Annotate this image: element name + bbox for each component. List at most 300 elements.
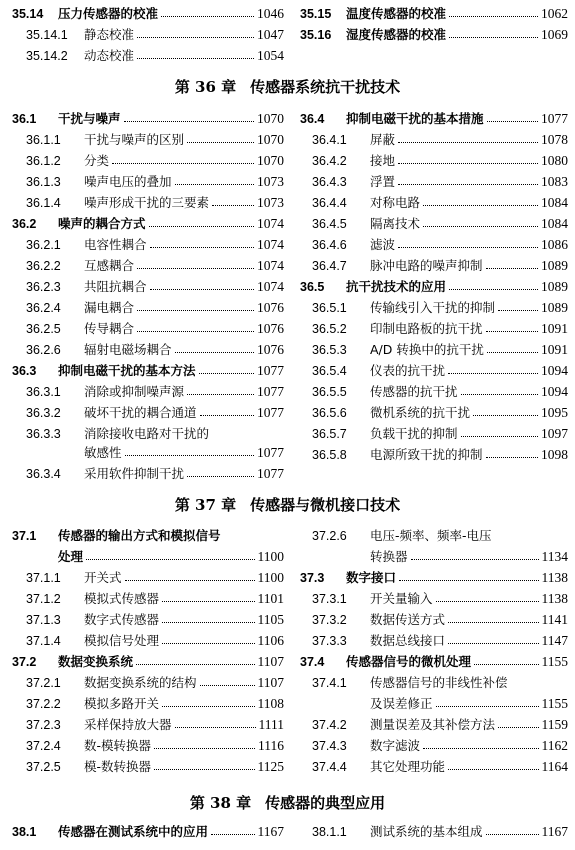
entry-number: 36.4.4	[312, 196, 347, 210]
leader-dots	[154, 769, 254, 770]
toc-entry[interactable]	[312, 172, 568, 192]
leader-dots	[162, 622, 254, 623]
toc-entry[interactable]	[26, 130, 284, 150]
entry-number: 36.4.6	[312, 238, 347, 252]
entry-page: 1076	[257, 321, 284, 336]
toc-entry-continued[interactable]	[58, 547, 284, 567]
toc-entry[interactable]	[26, 464, 284, 484]
toc-entry[interactable]	[312, 256, 568, 276]
toc-entry[interactable]	[300, 568, 568, 588]
toc-entry[interactable]	[312, 445, 568, 465]
leader-dots	[149, 226, 254, 227]
entry-number: 36.1	[12, 112, 37, 126]
toc-entry[interactable]	[26, 298, 284, 318]
entry-title: 接地	[370, 153, 396, 168]
entry-number: 35.14.1	[26, 28, 68, 42]
entry-title: 压力传感器的校准	[58, 6, 159, 21]
entry-page: 1094	[541, 384, 568, 399]
toc-entry[interactable]	[26, 424, 284, 444]
leader-dots	[487, 352, 538, 353]
leader-dots	[200, 685, 255, 686]
leader-dots	[137, 310, 254, 311]
entry-number: 37.2.3	[26, 718, 61, 732]
entry-number: 37.4.1	[312, 676, 347, 690]
entry-number: 36.4.5	[312, 217, 347, 231]
chapter-number: 第 37 章	[174, 496, 237, 514]
toc-entry[interactable]	[26, 319, 284, 339]
toc-entry[interactable]	[300, 109, 568, 129]
entry-number: 36.5.6	[312, 406, 347, 420]
entry-number: 37.4	[300, 655, 325, 669]
entry-number: 36.4	[300, 112, 325, 126]
entry-number: 36.1.3	[26, 175, 61, 189]
entry-number: 36.3.4	[26, 467, 61, 481]
entry-number: 37.1.2	[26, 592, 61, 606]
entry-page: 1159	[541, 717, 568, 732]
entry-title: 传感器的输出方式和模拟信号	[58, 528, 221, 543]
toc-entry[interactable]	[26, 340, 284, 360]
entry-title: 传感器的抗干扰	[370, 384, 458, 399]
entry-number: 36.3.1	[26, 385, 61, 399]
entry-page: 1076	[257, 342, 284, 357]
entry-number: 36.2.3	[26, 280, 61, 294]
entry-title: 数据总线接口	[370, 633, 446, 648]
leader-dots	[461, 436, 538, 437]
leader-dots	[398, 142, 538, 143]
entry-number: 36.3.2	[26, 406, 61, 420]
entry-number: 35.16	[300, 28, 332, 42]
entry-title: 互感耦合	[84, 258, 135, 273]
entry-number: 36.1.2	[26, 154, 61, 168]
toc-entry[interactable]	[26, 757, 284, 777]
entry-page: 1074	[257, 279, 284, 294]
entry-page: 1107	[257, 654, 284, 669]
entry-title: 数据变换系统的结构	[84, 675, 197, 690]
entry-page: 1097	[541, 426, 568, 441]
entry-page: 1094	[541, 363, 568, 378]
entry-number: 37.2.6	[312, 529, 347, 543]
leader-dots	[398, 163, 538, 164]
entry-number: 38.1	[12, 825, 37, 839]
entry-title: 滤波	[370, 237, 396, 252]
toc-entry[interactable]	[26, 736, 284, 756]
entry-number: 35.15	[300, 7, 332, 21]
entry-page: 1086	[541, 237, 568, 252]
toc-entry[interactable]	[312, 340, 568, 360]
toc-entry[interactable]	[312, 424, 568, 444]
entry-page: 1167	[257, 824, 284, 839]
entry-number: 36.5.8	[312, 448, 347, 462]
entry-page: 1077	[257, 405, 284, 420]
entry-number: 37.4.2	[312, 718, 347, 732]
entry-page: 1054	[257, 48, 284, 63]
entry-page: 1077	[257, 466, 284, 481]
leader-dots	[436, 601, 539, 602]
entry-title: 噪声的耦合方式	[58, 216, 146, 231]
entry-title: 湿度传感器的校准	[346, 27, 447, 42]
entry-number: 37.3.2	[312, 613, 347, 627]
entry-title: 传输线引入干扰的抑制	[370, 300, 496, 315]
toc-entry[interactable]	[300, 652, 568, 672]
entry-page: 1106	[257, 633, 284, 648]
entry-page: 1105	[257, 612, 284, 627]
toc-entry[interactable]	[26, 382, 284, 402]
entry-page: 1076	[257, 300, 284, 315]
entry-page: 1155	[541, 696, 568, 711]
toc-entry[interactable]	[26, 694, 284, 714]
toc-entry[interactable]	[26, 25, 284, 45]
entry-title: 数字接口	[346, 570, 397, 585]
entry-number: 36.2.1	[26, 238, 61, 252]
toc-entry-continued[interactable]	[84, 443, 284, 463]
entry-title: 消除接收电路对干扰的	[84, 426, 210, 441]
entry-number: 36.4.7	[312, 259, 347, 273]
leader-dots	[423, 748, 538, 749]
toc-entry[interactable]	[300, 4, 568, 24]
entry-title: 抗干扰技术的应用	[346, 279, 447, 294]
toc-entry[interactable]	[312, 298, 568, 318]
entry-number: 37.4.3	[312, 739, 347, 753]
entry-title: 微机系统的抗干扰	[370, 405, 471, 420]
toc-entry[interactable]	[312, 214, 568, 234]
entry-title: 及误差修正	[370, 696, 433, 711]
entry-title: 模拟信号处理	[84, 633, 160, 648]
chapter-heading	[0, 494, 575, 515]
entry-page: 1100	[257, 570, 284, 585]
leader-dots	[423, 226, 538, 227]
entry-title: 动态校准	[84, 48, 135, 63]
leader-dots	[137, 37, 254, 38]
entry-page: 1141	[541, 612, 568, 627]
entry-page: 1138	[541, 591, 568, 606]
entry-page: 1125	[257, 759, 284, 774]
entry-page: 1089	[541, 300, 568, 315]
entry-title: 数据传送方式	[370, 612, 446, 627]
toc-entry[interactable]	[300, 25, 568, 45]
entry-page: 1147	[541, 633, 568, 648]
leader-dots	[448, 622, 538, 623]
entry-page: 1138	[541, 570, 568, 585]
leader-dots	[449, 37, 538, 38]
toc-entry[interactable]	[26, 256, 284, 276]
entry-page: 1077	[257, 384, 284, 399]
entry-title: 数字滤波	[370, 738, 421, 753]
entry-page: 1074	[257, 237, 284, 252]
entry-title: A/D 转换中的抗干扰	[370, 342, 484, 357]
entry-number: 36.1.4	[26, 196, 61, 210]
leader-dots	[498, 727, 538, 728]
leader-dots	[486, 834, 539, 835]
leader-dots	[486, 331, 538, 332]
entry-number: 36.5.3	[312, 343, 347, 357]
entry-number: 36.4.1	[312, 133, 347, 147]
toc-entry[interactable]	[26, 403, 284, 423]
toc-entry[interactable]	[26, 673, 284, 693]
entry-page: 1167	[541, 824, 568, 839]
leader-dots	[86, 559, 254, 560]
toc-entry[interactable]	[26, 172, 284, 192]
toc-entry[interactable]	[26, 568, 284, 588]
entry-title: 电源所致干扰的抑制	[370, 447, 483, 462]
leader-dots	[473, 415, 538, 416]
entry-number: 36.2.6	[26, 343, 61, 357]
entry-title: 噪声形成干扰的三要素	[84, 195, 210, 210]
toc-entry[interactable]	[312, 631, 568, 651]
entry-title: 测量误差及其补偿方法	[370, 717, 496, 732]
entry-page: 1162	[541, 738, 568, 753]
entry-number: 36.5.4	[312, 364, 347, 378]
chapter-title: 传感器系统抗干扰技术	[250, 78, 401, 96]
leader-dots	[448, 643, 538, 644]
entry-page: 1116	[258, 738, 284, 753]
entry-page: 1069	[541, 27, 568, 42]
leader-dots	[449, 289, 538, 290]
toc-entry[interactable]	[26, 46, 284, 66]
entry-title: 采样保持放大器	[84, 717, 172, 732]
entry-number: 37.1.4	[26, 634, 61, 648]
leader-dots	[211, 834, 254, 835]
entry-page: 1089	[541, 279, 568, 294]
entry-page: 1098	[541, 447, 568, 462]
entry-title: 数据变换系统	[58, 654, 134, 669]
entry-number: 36.5.7	[312, 427, 347, 441]
leader-dots	[125, 580, 255, 581]
leader-dots	[137, 268, 254, 269]
chapter-title: 传感器的典型应用	[265, 794, 386, 812]
entry-title: 干扰与噪声	[58, 111, 121, 126]
leader-dots	[199, 373, 254, 374]
entry-page: 1083	[541, 174, 568, 189]
toc-entry[interactable]	[312, 526, 568, 546]
toc-entry[interactable]	[12, 109, 284, 129]
entry-title: 处理	[58, 549, 84, 564]
leader-dots	[200, 415, 254, 416]
entry-page: 1077	[257, 445, 284, 460]
entry-page: 1047	[257, 27, 284, 42]
entry-number: 36.5.2	[312, 322, 347, 336]
entry-number: 36.4.2	[312, 154, 347, 168]
chapter-title: 传感器与微机接口技术	[250, 496, 401, 514]
entry-page: 1078	[541, 132, 568, 147]
toc-entry[interactable]	[312, 673, 568, 693]
toc-entry[interactable]	[312, 822, 568, 842]
toc-entry[interactable]	[12, 4, 284, 24]
leader-dots	[175, 727, 256, 728]
leader-dots	[474, 664, 538, 665]
leader-dots	[486, 457, 538, 458]
entry-title: 传导耦合	[84, 321, 135, 336]
entry-title: 电压-频率、频率-电压	[370, 528, 492, 543]
entry-title: 辐射电磁场耦合	[84, 342, 172, 357]
entry-page: 1155	[541, 654, 568, 669]
toc-entry[interactable]	[300, 277, 568, 297]
entry-page: 1070	[257, 153, 284, 168]
leader-dots	[161, 16, 254, 17]
entry-title: 消除或抑制噪声源	[84, 384, 185, 399]
toc-entry[interactable]	[26, 193, 284, 213]
entry-number: 36.5.1	[312, 301, 347, 315]
entry-page: 1070	[257, 111, 284, 126]
leader-dots	[124, 121, 254, 122]
toc-entry[interactable]	[312, 151, 568, 171]
toc-entry[interactable]	[12, 822, 284, 842]
leader-dots	[175, 184, 254, 185]
toc-entry[interactable]	[312, 193, 568, 213]
leader-dots	[448, 373, 538, 374]
entry-page: 1073	[257, 174, 284, 189]
entry-number: 37.4.4	[312, 760, 347, 774]
entry-number: 36.3.3	[26, 427, 61, 441]
entry-number: 36.2.2	[26, 259, 61, 273]
leader-dots	[136, 664, 254, 665]
toc-entry[interactable]	[12, 652, 284, 672]
entry-number: 37.2.2	[26, 697, 61, 711]
entry-title: 模拟式传感器	[84, 591, 160, 606]
leader-dots	[187, 142, 254, 143]
entry-title: 抑制电磁干扰的基本措施	[346, 111, 484, 126]
entry-title: 测试系统的基本组成	[370, 824, 483, 839]
entry-title: 静态校准	[84, 27, 135, 42]
entry-number: 37.1.1	[26, 571, 61, 585]
toc-entry[interactable]	[312, 589, 568, 609]
leader-dots	[125, 455, 254, 456]
leader-dots	[162, 601, 254, 602]
entry-page: 1091	[541, 342, 568, 357]
toc-entry[interactable]	[312, 757, 568, 777]
leader-dots	[162, 643, 254, 644]
leader-dots	[154, 748, 255, 749]
leader-dots	[187, 476, 254, 477]
entry-title: 负载干扰的抑制	[370, 426, 458, 441]
toc-entry[interactable]	[26, 631, 284, 651]
entry-title: 模-数转换器	[84, 759, 152, 774]
entry-number: 36.2.5	[26, 322, 61, 336]
entry-number: 35.14	[12, 7, 44, 21]
toc-entry[interactable]	[26, 151, 284, 171]
toc-entry[interactable]	[12, 361, 284, 381]
entry-page: 1084	[541, 195, 568, 210]
entry-title: 数字式传感器	[84, 612, 160, 627]
leader-dots	[212, 205, 254, 206]
entry-page: 1074	[257, 216, 284, 231]
entry-title: 开关量输入	[370, 591, 433, 606]
toc-entry[interactable]	[312, 382, 568, 402]
entry-page: 1070	[257, 132, 284, 147]
entry-title: 噪声电压的叠加	[84, 174, 172, 189]
toc-entry[interactable]	[12, 214, 284, 234]
entry-number: 37.3.3	[312, 634, 347, 648]
entry-title: 隔离技术	[370, 216, 421, 231]
leader-dots	[187, 394, 254, 395]
entry-page: 1091	[541, 321, 568, 336]
chapter-number: 第 38 章	[189, 794, 252, 812]
entry-title: 印制电路板的抗干扰	[370, 321, 483, 336]
chapter-heading	[0, 76, 575, 97]
leader-dots	[449, 16, 538, 17]
leader-dots	[398, 247, 538, 248]
toc-entry[interactable]	[312, 319, 568, 339]
leader-dots	[411, 559, 539, 560]
entry-number: 36.3	[12, 364, 37, 378]
entry-title: 脉冲电路的噪声抑制	[370, 258, 483, 273]
entry-title: 分类	[84, 153, 110, 168]
entry-title: 开关式	[84, 570, 122, 585]
entry-page: 1108	[257, 696, 284, 711]
toc-entry[interactable]	[26, 235, 284, 255]
entry-page: 1095	[541, 405, 568, 420]
entry-page: 1077	[541, 111, 568, 126]
chapter-number: 第 36 章	[174, 78, 237, 96]
toc-entry[interactable]	[312, 130, 568, 150]
entry-title: 电容性耦合	[84, 237, 147, 252]
toc-entry[interactable]	[312, 610, 568, 630]
entry-page: 1046	[257, 6, 284, 21]
toc-entry[interactable]	[312, 235, 568, 255]
entry-title: 转换器	[370, 549, 408, 564]
entry-title: 传感器在测试系统中的应用	[58, 824, 209, 839]
entry-number: 36.5.5	[312, 385, 347, 399]
entry-title: 传感器信号的非线性补偿	[370, 675, 508, 690]
entry-number: 37.3.1	[312, 592, 347, 606]
entry-title: 破坏干扰的耦合通道	[84, 405, 197, 420]
entry-page: 1080	[541, 153, 568, 168]
toc-entry[interactable]	[26, 277, 284, 297]
toc-entry-continued[interactable]	[370, 694, 568, 714]
toc-entry[interactable]	[312, 736, 568, 756]
entry-number: 37.2.5	[26, 760, 61, 774]
leader-dots	[448, 769, 538, 770]
toc-entry-continued[interactable]	[370, 547, 568, 567]
entry-title: 温度传感器的校准	[346, 6, 447, 21]
entry-number: 36.2	[12, 217, 37, 231]
entry-number: 36.4.3	[312, 175, 347, 189]
entry-page: 1077	[257, 363, 284, 378]
toc-entry[interactable]	[12, 526, 284, 546]
toc-entry[interactable]	[26, 610, 284, 630]
entry-title: 数-模转换器	[84, 738, 152, 753]
entry-number: 37.2.1	[26, 676, 61, 690]
leader-dots	[150, 247, 254, 248]
entry-title: 其它处理功能	[370, 759, 446, 774]
leader-dots	[436, 706, 539, 707]
leader-dots	[461, 394, 538, 395]
entry-page: 1062	[541, 6, 568, 21]
leader-dots	[162, 706, 254, 707]
toc-entry[interactable]	[312, 403, 568, 423]
entry-title: 干扰与噪声的区别	[84, 132, 185, 147]
toc-entry[interactable]	[26, 715, 284, 735]
leader-dots	[487, 121, 538, 122]
entry-title: 仪表的抗干扰	[370, 363, 446, 378]
toc-entry[interactable]	[312, 361, 568, 381]
entry-page: 1107	[257, 675, 284, 690]
entry-page: 1134	[541, 549, 568, 564]
leader-dots	[137, 331, 254, 332]
leader-dots	[398, 184, 538, 185]
leader-dots	[423, 205, 538, 206]
entry-page: 1084	[541, 216, 568, 231]
toc-entry[interactable]	[26, 589, 284, 609]
entry-number: 37.1.3	[26, 613, 61, 627]
toc-entry[interactable]	[312, 715, 568, 735]
entry-number: 35.14.2	[26, 49, 68, 63]
entry-title: 屏蔽	[370, 132, 396, 147]
entry-title: 漏电耦合	[84, 300, 135, 315]
entry-number: 37.2.4	[26, 739, 61, 753]
entry-number: 37.2	[12, 655, 37, 669]
leader-dots	[399, 580, 538, 581]
entry-page: 1089	[541, 258, 568, 273]
